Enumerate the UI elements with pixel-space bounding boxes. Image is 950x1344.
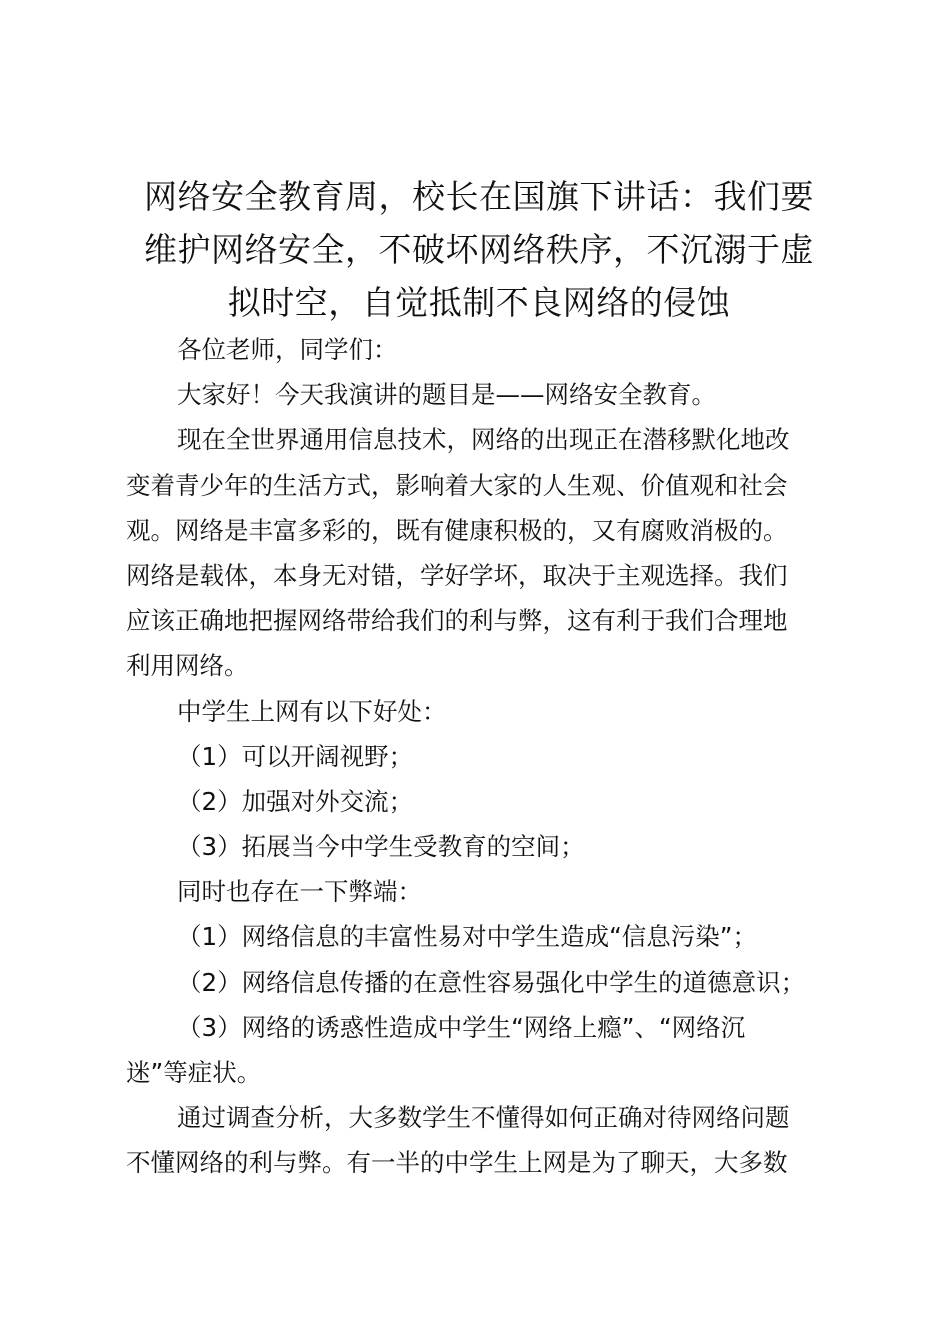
benefits-heading: 中学生上网有以下好处： bbox=[177, 696, 447, 726]
paragraph-line: 通过调查分析，大多数学生不懂得如何正确对待网络问题 bbox=[177, 1103, 790, 1133]
paragraph-line: 观。网络是丰富多彩的，既有健康积极的，又有腐败消极的。 bbox=[126, 515, 788, 545]
paragraph-line: 现在全世界通用信息技术，网络的出现正在潜移默化地改 bbox=[177, 425, 790, 455]
salutation: 各位老师，同学们： bbox=[177, 335, 398, 364]
list-item: （2）加强对外交流； bbox=[177, 786, 414, 816]
paragraph-line: 不懂网络的利与弊。有一半的中学生上网是为了聊天，大多数 bbox=[126, 1148, 788, 1178]
list-item-continuation: 迷”等症状。 bbox=[126, 1058, 262, 1087]
drawbacks-heading: 同时也存在一下弊端： bbox=[177, 877, 422, 907]
document-body bbox=[126, 327, 834, 1186]
paragraph-line: 应该正确地把握网络带给我们的利与弊，这有利于我们合理地 bbox=[126, 606, 788, 636]
title-line: 维护网络安全，不破坏网络秩序，不沉溺于虚 bbox=[144, 230, 814, 269]
document-title bbox=[126, 170, 832, 329]
paragraph-line: 网络是载体，本身无对错，学好学坏，取决于主观选择。我们 bbox=[126, 560, 788, 590]
paragraph-line: 利用网络。 bbox=[126, 651, 249, 681]
list-item: （1）可以开阔视野； bbox=[177, 741, 414, 771]
list-item: （2）网络信息传播的在意性容易强化中学生的道德意识； bbox=[177, 967, 806, 997]
paragraph-line: 变着青少年的生活方式，影响着大家的人生观、价值观和社会 bbox=[126, 470, 788, 500]
title-line: 网络安全教育周，校长在国旗下讲话：我们要 bbox=[144, 177, 814, 216]
greeting-line: 大家好！今天我演讲的题目是——网络安全教育。 bbox=[177, 380, 716, 410]
list-item: （3）拓展当今中学生受教育的空间； bbox=[177, 832, 585, 862]
title-line: 拟时空，自觉抵制不良网络的侵蚀 bbox=[227, 283, 731, 322]
list-item: （3）网络的诱惑性造成中学生“网络上瘾”、“网络沉 bbox=[177, 1012, 746, 1042]
list-item: （1）网络信息的丰富性易对中学生造成“信息污染”； bbox=[177, 922, 757, 952]
